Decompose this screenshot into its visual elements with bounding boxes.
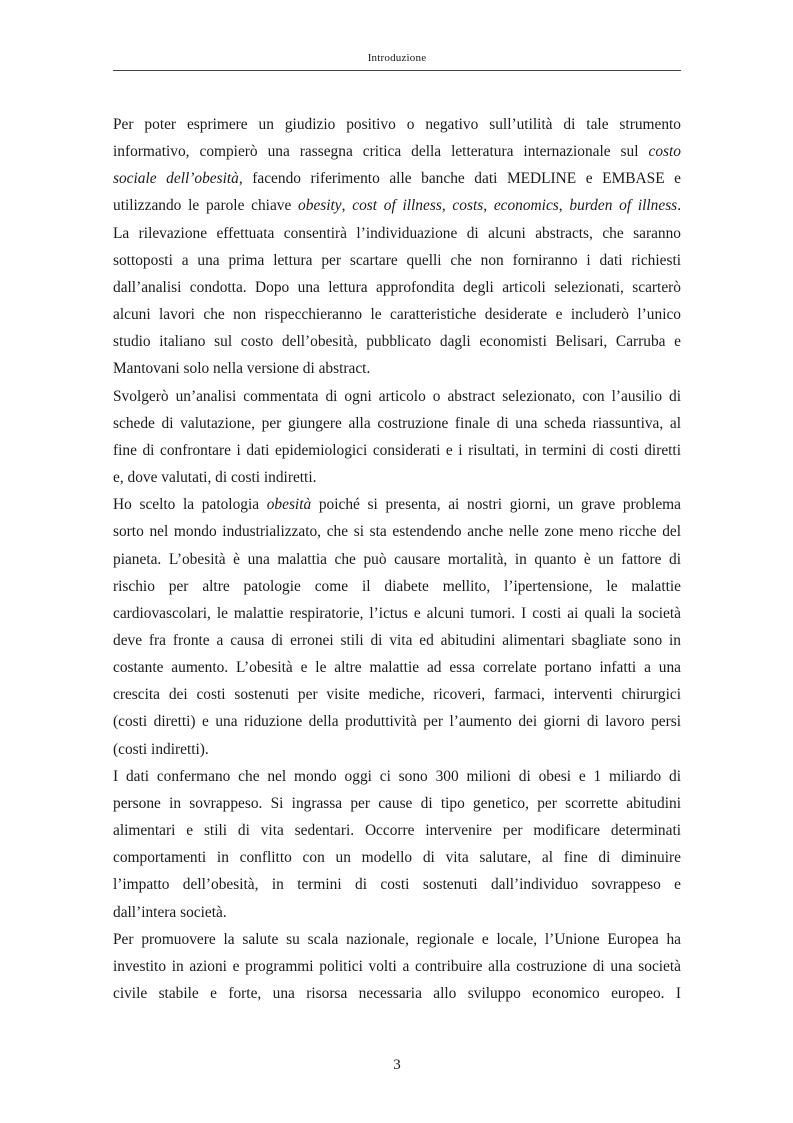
text-line [113, 600, 681, 627]
text-line [113, 871, 681, 898]
text-line [113, 763, 681, 790]
text-span: , facendo riferimento alle banche dati MEDLINE e EMBASE e [238, 170, 681, 188]
text-span: persone in sovrappeso. Si ingrassa per cause di tipo genetico, per scorrette abitudini [113, 794, 681, 812]
text-line [113, 817, 681, 844]
header-divider [113, 70, 681, 71]
text-span: , [483, 197, 494, 215]
text-span: Mantovani solo nella versione di abstract. [113, 360, 371, 378]
text-span: rischio per altre patologie come il diabete mellito, l’ipertensione, le malattie [113, 577, 681, 595]
text-span: schede di valutazione, per giungere alla costruzione finale di una scheda riassuntiva, al [113, 414, 681, 432]
text-span: utilizzando le parole chiave [113, 197, 299, 215]
text-span: , [558, 197, 570, 215]
text-span: La rilevazione effettuata consentirà l’individuazione di alcuni abstracts, che saranno [113, 224, 681, 242]
text-line [113, 165, 681, 192]
text-line [113, 111, 681, 138]
paragraph [113, 383, 681, 492]
text-span: dall’intera società. [113, 903, 227, 921]
text-line [113, 355, 681, 382]
text-span: I dati confermano che nel mondo oggi ci sono 300 milioni di obesi e 1 miliardo di [113, 767, 681, 785]
text-span: alcuni lavori che non rispecchieranno le caratteristiche desiderate e includerò l’unico [113, 306, 681, 324]
text-line [113, 138, 681, 165]
text-span: pianeta. L’obesità è una malattia che può causare mortalità, in quanto è un fattore di [113, 550, 681, 568]
paragraph [113, 491, 681, 763]
text-span: civile stabile e forte, una risorsa necessaria allo sviluppo economico europeo. I [113, 985, 681, 1002]
text-line [113, 192, 681, 219]
text-span: deve fra fronte a causa di erronei stili di vita ed abitudini alimentari sbagliate sono in [113, 631, 681, 649]
text-span: l’impatto dell’obesità, in termini di costi sostenuti dall’individuo sovrappeso e [113, 876, 681, 894]
italic-term: obesity [298, 197, 342, 215]
text-span: sottoposti a una prima lettura per scartare quelli che non forniranno i dati richiesti [113, 251, 681, 269]
text-span: e, dove valutati, di costi indiretti. [113, 469, 317, 487]
text-span: poiché si presenta, ai nostri giorni, un grave problema [311, 496, 681, 514]
text-span: alimentari e stili di vita sedentari. Occorre intervenire per modificare determinati [113, 822, 681, 840]
italic-term: economics [493, 197, 559, 215]
italic-term: costo [648, 143, 681, 161]
paragraph [113, 763, 681, 926]
text-line [113, 274, 681, 301]
text-span: studio italiano sul costo dell’obesità, pubblicato dagli economisti Belisari, Carruba e [113, 333, 681, 351]
text-span: (costi indiretti). [113, 740, 209, 758]
text-line [113, 953, 681, 980]
text-line [113, 328, 681, 355]
text-line [113, 410, 681, 437]
text-line [113, 708, 681, 735]
text-span: , [441, 197, 453, 215]
text-line [113, 681, 681, 708]
text-line [113, 383, 681, 410]
text-line [113, 790, 681, 817]
text-span: Svolgerò un’analisi commentata di ogni articolo o abstract selezionato, con l’ausilio di [113, 387, 681, 405]
page-number: 3 [393, 1057, 401, 1073]
text-span: fine di confrontare i dati epidemiologici considerati e i risultati, in termini di costi diretti [113, 441, 681, 459]
text-line [113, 736, 681, 763]
text-line [113, 546, 681, 573]
text-span: investito in azioni e programmi politici volti a contribuire alla costruzione di una società [113, 957, 681, 975]
italic-term: burden of illness [569, 197, 678, 215]
text-span: sorto nel mondo industrializzato, che si sta estendendo anche nelle zone meno ricche del [113, 523, 681, 541]
text-line [113, 301, 681, 328]
text-line [113, 220, 681, 247]
text-line [113, 247, 681, 274]
text-span: crescita dei costi sostenuti per visite mediche, ricoveri, farmaci, interventi chirurgici [113, 686, 681, 704]
text-span: informativo, compierò una rassegna critica della letteratura internazionale sul [113, 143, 649, 161]
text-line [113, 980, 681, 1007]
italic-term: costs [452, 197, 484, 215]
text-span: Per poter esprimere un giudizio positivo o negativo sull’utilità di tale strumento [113, 116, 681, 133]
text-span: Ho scelto la patologia [113, 496, 267, 514]
text-line [113, 926, 681, 953]
text-line [113, 844, 681, 871]
text-line [113, 518, 681, 545]
italic-term: cost of illness [352, 197, 442, 215]
text-span: . [677, 197, 682, 215]
text-line [113, 899, 681, 926]
paragraph [113, 111, 681, 383]
text-span: (costi diretti) e una riduzione della produttività per l’aumento dei giorni di lavoro persi [113, 713, 681, 731]
text-span: costante aumento. L’obesità e le altre malattie ad essa correlate portano infatti a una [113, 659, 681, 677]
text-line [113, 437, 681, 464]
body-text [113, 111, 681, 1007]
italic-term: obesità [266, 496, 312, 514]
text-line [113, 491, 681, 518]
paragraph [113, 926, 681, 1007]
text-line [113, 464, 681, 491]
italic-term: sociale dell’obesità [113, 170, 239, 188]
text-span: dall’analisi condotta. Dopo una lettura approfondita degli articoli selezionati, scarterò [113, 278, 681, 296]
text-line [113, 654, 681, 681]
text-span: Per promuovere la salute su scala nazionale, regionale e locale, l’Unione Europea ha [113, 930, 681, 948]
text-span: cardiovascolari, le malattie respiratorie, l’ictus e alcuni tumori. I costi ai quali la società [113, 604, 681, 622]
running-header: Introduzione [367, 52, 427, 64]
text-span: comportamenti in conflitto con un modello di vita salutare, al fine di diminuire [113, 849, 681, 867]
text-span: , [341, 197, 353, 215]
text-line [113, 573, 681, 600]
text-line [113, 627, 681, 654]
